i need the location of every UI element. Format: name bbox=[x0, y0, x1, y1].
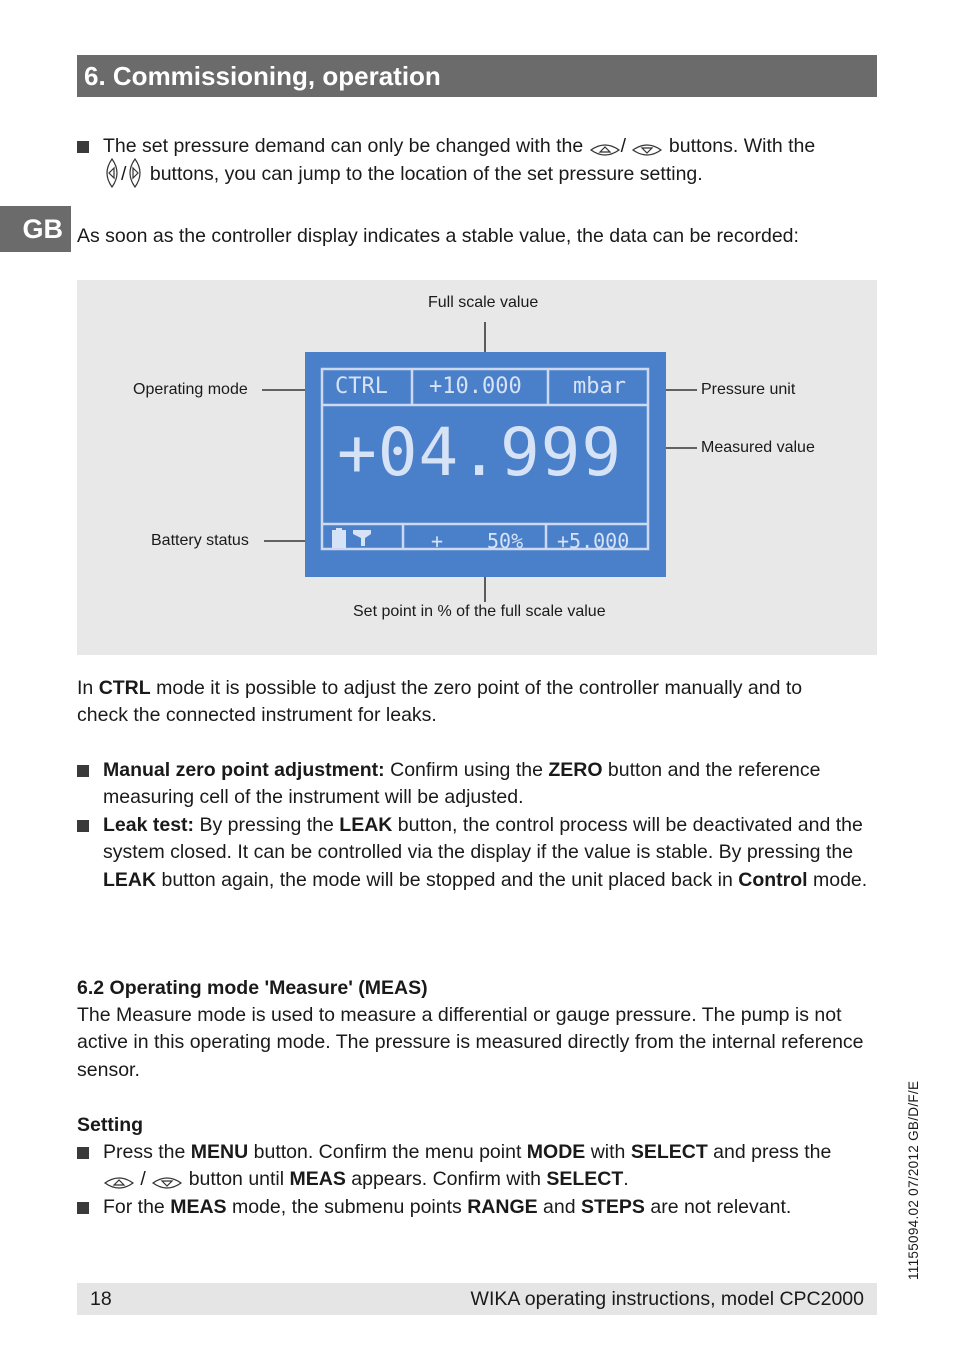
section-title: 6. Commissioning, operation bbox=[84, 61, 441, 91]
label-pressure-unit: Pressure unit bbox=[701, 381, 796, 398]
arrow-down-key-icon bbox=[152, 1172, 182, 1188]
list-item-zero-adjust: Manual zero point adjustment: Confirm using the ZERO button and the reference measuring cell of the instrument will be adjusted. bbox=[77, 757, 877, 812]
list-item-leak-test: Leak test: By pressing the LEAK button, the control process will be deactivated and the system closed. It can be controlled via the display if the value is stable. By pressing the LEAK button again, the mode will be stopped and the unit placed back in Control mode. bbox=[77, 812, 877, 894]
arrow-left-key-icon bbox=[104, 158, 120, 188]
intro-text-2: buttons. With the bbox=[668, 135, 816, 157]
ctrl-paragraph: In CTRL mode it is possible to adjust the zero point of the controller manually and to check the connected instrument for leaks. bbox=[77, 677, 803, 727]
list-item-menu: Press the MENU button. Confirm the menu point MODE with SELECT and press the / button until MEAS appears. Confirm with SELECT. bbox=[77, 1139, 877, 1194]
arrow-up-key-icon bbox=[590, 139, 620, 155]
arrow-right-key-icon bbox=[127, 158, 143, 188]
label-set-point: Set point in % of the full scale value bbox=[353, 603, 606, 620]
label-measured-value: Measured value bbox=[701, 439, 815, 456]
intro-bullet bbox=[77, 133, 877, 190]
bullet-square-icon bbox=[77, 141, 89, 153]
language-tab bbox=[0, 206, 71, 252]
arrow-up-key-icon bbox=[104, 1172, 134, 1188]
lcd-measured-value: +04.999 bbox=[337, 414, 623, 491]
intro-sep-2: / bbox=[121, 163, 127, 186]
stable-value-text: As soon as the controller display indicates a stable value, the data can be recorded: bbox=[77, 225, 799, 247]
label-full-scale: Full scale value bbox=[428, 294, 539, 311]
footer-title: WIKA operating instructions, model CPC2000 bbox=[470, 1288, 864, 1310]
lcd-mode: CTRL bbox=[335, 374, 388, 399]
page-footer bbox=[77, 1283, 877, 1315]
bullet-square-icon bbox=[77, 1202, 89, 1214]
bullet-square-icon bbox=[77, 1147, 89, 1159]
label-battery-status: Battery status bbox=[151, 532, 249, 549]
list-item-meas-mode: For the MEAS mode, the submenu points RANGE and STEPS are not relevant. bbox=[77, 1194, 877, 1221]
intro-sep-1: / bbox=[620, 135, 627, 157]
subsection-body: The Measure mode is used to measure a differential or gauge pressure. The pump is not active in this operating mode. The pressure is measured directly from the internal reference sensor. bbox=[77, 1004, 864, 1081]
document-code: 11155094.02 07/2012 GB/D/F/E bbox=[906, 1080, 921, 1280]
arrow-down-key-icon bbox=[632, 139, 662, 155]
lcd-unit: mbar bbox=[573, 374, 626, 399]
lcd-sign: + bbox=[431, 529, 444, 553]
controller-lcd bbox=[305, 352, 666, 577]
intro-text-1: The set pressure demand can only be changed with the bbox=[103, 135, 584, 157]
intro-text-3: buttons, you can jump to the location of the set pressure setting. bbox=[149, 163, 703, 186]
bullet-square-icon bbox=[77, 820, 89, 832]
section-header bbox=[77, 55, 877, 97]
battery-icon bbox=[329, 528, 377, 548]
lcd-setpoint: +5.000 bbox=[557, 529, 630, 553]
language-tab-label: GB bbox=[22, 214, 63, 244]
setting-title: Setting bbox=[77, 1114, 144, 1136]
bullet-square-icon bbox=[77, 765, 89, 777]
lcd-range: +10.000 bbox=[429, 374, 522, 399]
subsection-title: 6.2 Operating mode 'Measure' (MEAS) bbox=[77, 977, 428, 999]
page-number: 18 bbox=[90, 1288, 112, 1310]
label-operating-mode: Operating mode bbox=[133, 381, 248, 398]
lcd-percent: 50% bbox=[487, 529, 524, 553]
